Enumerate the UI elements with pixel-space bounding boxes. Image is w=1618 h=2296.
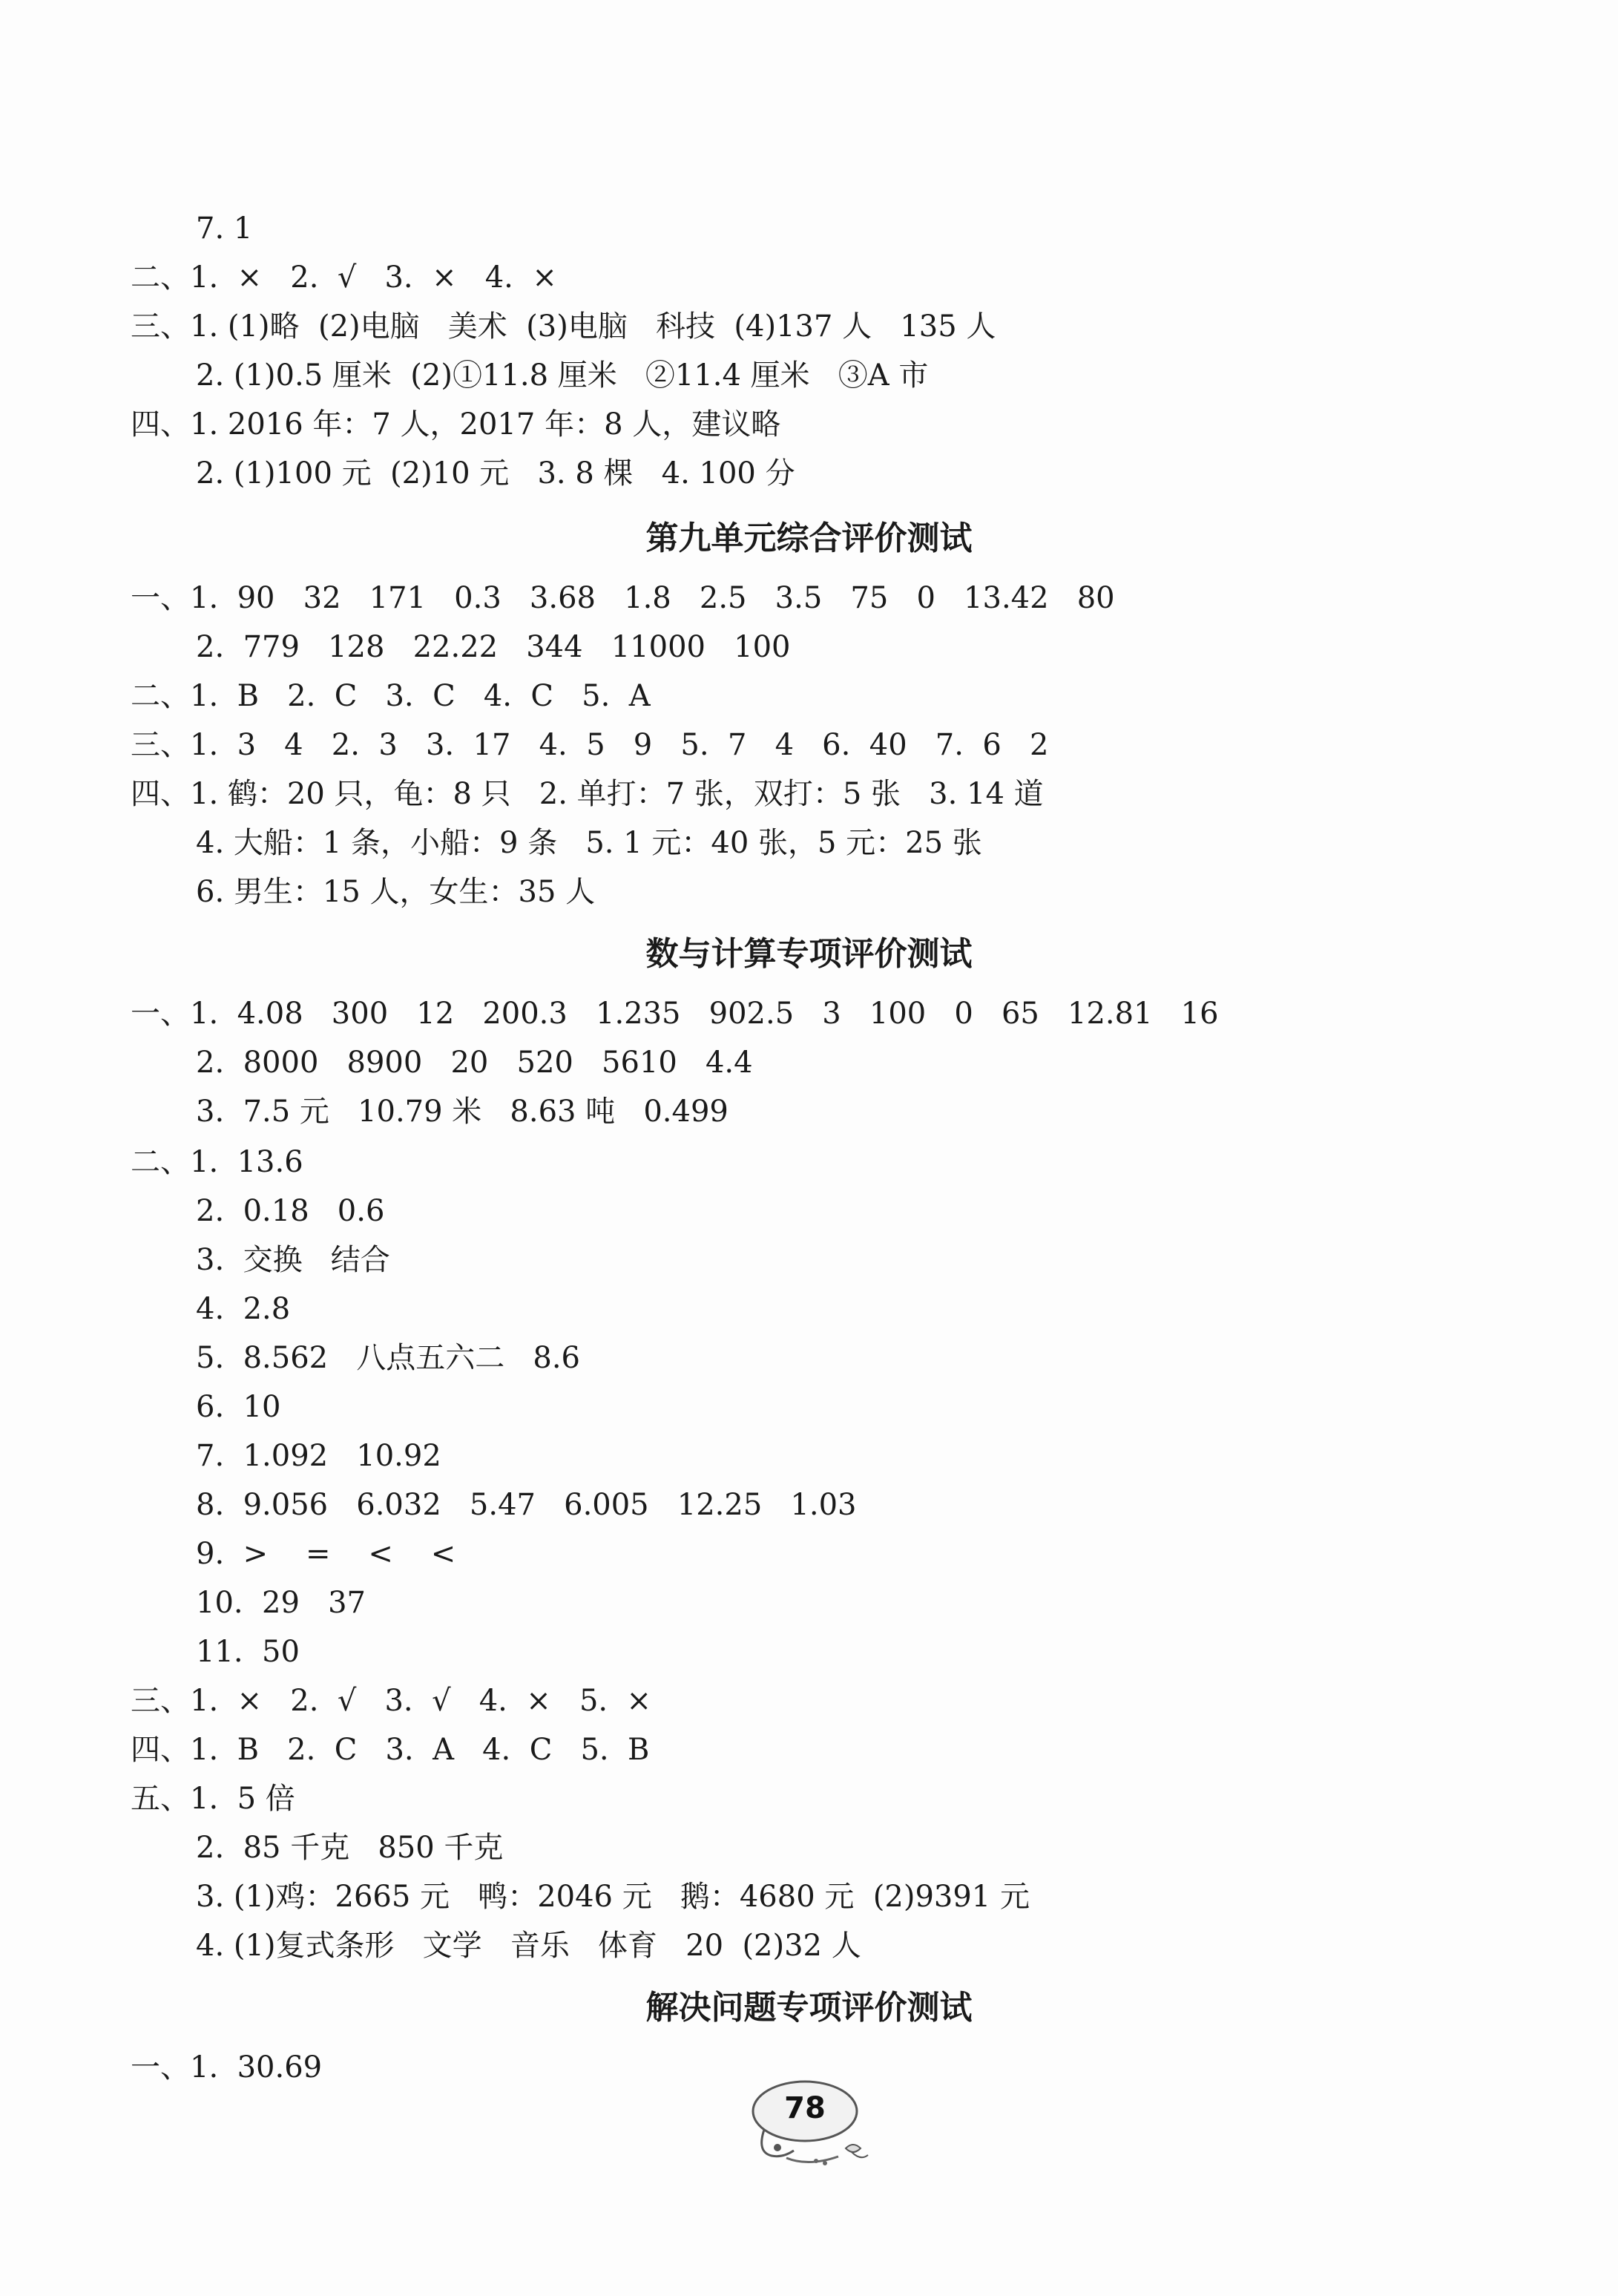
answer-line: 二、1. × 2. √ 3. × 4. × xyxy=(131,260,557,295)
answer-line: 8. 9.056 6.032 5.47 6.005 12.25 1.03 xyxy=(196,1488,857,1522)
answer-line: 一、1. 4.08 300 12 200.3 1.235 902.5 3 100 0 65 12.81 16 xyxy=(131,997,1219,1031)
answer-line: 三、1. × 2. √ 3. √ 4. × 5. × xyxy=(131,1684,652,1718)
answer-line: 2. (1)0.5 厘米 (2)①11.8 厘米 ②11.4 厘米 ③A 市 xyxy=(196,358,929,393)
answer-line: 9. > = < < xyxy=(196,1537,456,1571)
answer-line: 2. 779 128 22.22 344 11000 100 xyxy=(196,630,791,664)
answer-line: 二、1. 13.6 xyxy=(131,1145,303,1179)
answer-line: 四、1. 2016 年：7 人，2017 年：8 人，建议略 xyxy=(131,407,781,442)
answer-line: 2. (1)100 元 (2)10 元 3. 8 棵 4. 100 分 xyxy=(196,456,795,491)
answer-line: 7. 1.092 10.92 xyxy=(196,1439,441,1473)
answer-line: 10. 29 37 xyxy=(196,1586,366,1620)
answer-line: 五、1. 5 倍 xyxy=(131,1782,295,1816)
answer-line: 3. (1)鸡：2665 元 鸭：2046 元 鹅：4680 元 (2)9391 元 xyxy=(196,1880,1030,1914)
answer-line: 4. (1)复式条形 文学 音乐 体育 20 (2)32 人 xyxy=(196,1929,861,1963)
section-title: 解决问题专项评价测试 xyxy=(645,1989,973,2027)
answer-line: 11. 50 xyxy=(196,1635,300,1669)
answer-line: 一、1. 90 32 171 0.3 3.68 1.8 2.5 3.5 75 0 13.42 80 xyxy=(131,581,1115,615)
section-title: 第九单元综合评价测试 xyxy=(645,519,973,557)
answer-line: 三、1. (1)略 (2)电脑 美术 (3)电脑 科技 (4)137 人 135 人 xyxy=(131,309,996,344)
answer-line: 四、1. 鹤：20 只，龟：8 只 2. 单打：7 张，双打：5 张 3. 14 道 xyxy=(131,777,1044,811)
answer-line: 3. 交换 结合 xyxy=(196,1243,390,1277)
answer-line: 一、1. 30.69 xyxy=(131,2050,323,2085)
answer-line: 6. 男生：15 人，女生：35 人 xyxy=(196,875,596,909)
answer-line: 2. 0.18 0.6 xyxy=(196,1194,385,1228)
answer-line: 4. 2.8 xyxy=(196,1292,291,1326)
answer-line: 2. 8000 8900 20 520 5610 4.4 xyxy=(196,1046,753,1080)
page-number-badge xyxy=(742,2078,890,2174)
answer-line: 4. 大船：1 条，小船：9 条 5. 1 元：40 张，5 元：25 张 xyxy=(196,826,982,860)
answer-line: 四、1. B 2. C 3. A 4. C 5. B xyxy=(131,1733,650,1767)
answer-line: 3. 7.5 元 10.79 米 8.63 吨 0.499 xyxy=(196,1095,729,1129)
answer-line: 7. 1 xyxy=(196,211,253,246)
answer-line: 5. 8.562 八点五六二 8.6 xyxy=(196,1341,581,1375)
answer-line: 二、1. B 2. C 3. C 4. C 5. A xyxy=(131,679,651,713)
answer-line: 6. 10 xyxy=(196,1390,281,1424)
answer-line: 三、1. 3 4 2. 3 3. 17 4. 5 9 5. 7 4 6. 40 7. 6 2 xyxy=(131,728,1049,762)
section-title: 数与计算专项评价测试 xyxy=(645,935,973,973)
answer-line: 2. 85 千克 850 千克 xyxy=(196,1831,504,1865)
page-number: 78 xyxy=(784,2091,826,2125)
